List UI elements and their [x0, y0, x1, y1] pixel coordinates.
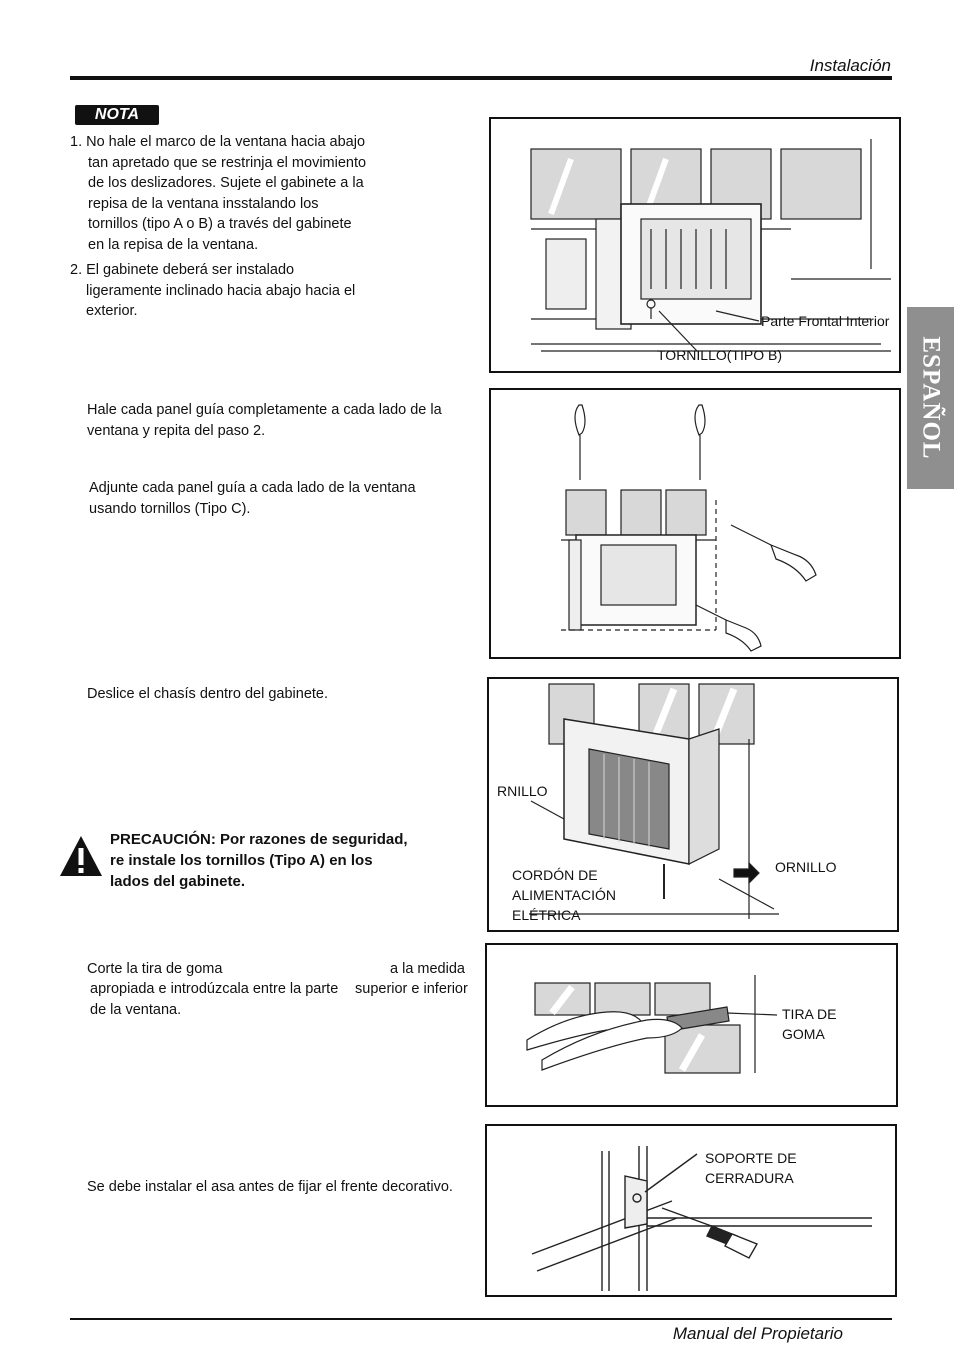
label-screw-b: TORNILLO(TIPO B)	[657, 347, 782, 363]
step-line: ventana y repita del paso 2.	[87, 422, 266, 439]
nota-badge: NOTA	[75, 105, 159, 125]
caution-text	[110, 829, 408, 892]
step-line: usando tornillos (Tipo C).	[89, 500, 251, 517]
footer-rule	[70, 1318, 892, 1320]
figure-cabinet-screw	[489, 117, 901, 373]
label-lock-bracket	[705, 1148, 797, 1188]
warning-icon	[58, 834, 104, 880]
language-tab-label: ESPAÑOL	[917, 336, 945, 460]
label-rubber-strip	[782, 1004, 836, 1044]
nota-line: 2. El gabinete deberá ser instalado	[70, 262, 295, 278]
rubber-line-2b: superior e inferior	[355, 981, 468, 997]
label-power-cord	[512, 865, 616, 925]
nota-item-2	[70, 260, 355, 322]
section-title: Instalación	[809, 56, 891, 75]
step-attach-panel	[89, 478, 416, 519]
label-screw-right: ORNILLO	[775, 859, 837, 875]
rubber-label-line: GOMA	[782, 1026, 825, 1042]
step-line: Adjunte cada panel guía a cada lado de la ventana	[89, 480, 416, 496]
nota-line: exterior.	[86, 303, 138, 319]
figure-lock-bracket	[485, 1124, 897, 1297]
rubber-line-2a: apropiada e introdúzcala entre la parte	[90, 981, 339, 997]
step-guide-panel	[87, 400, 442, 441]
nota-line: tornillos (tipo A o B) a través del gabinete	[88, 216, 352, 232]
guide-panels-illustration	[491, 390, 901, 659]
caution-line: PRECAUCIÓN: Por razones de seguridad,	[110, 831, 408, 848]
nota-line: de los deslizadores. Sujete el gabinete a la	[88, 175, 364, 191]
nota-item-1	[70, 132, 366, 255]
cord-line: CORDÓN DE	[512, 867, 598, 883]
rubber-line-1a: Corte la tira de goma	[87, 961, 223, 977]
figure-chassis	[487, 677, 899, 932]
step-slide-chassis: Deslice el chasís dentro del gabinete.	[87, 686, 329, 702]
label-screw-left: RNILLO	[497, 783, 548, 799]
cabinet-illustration	[491, 119, 901, 373]
label-front-interior: Parte Frontal Interior	[761, 313, 890, 329]
figure-guide-panels	[489, 388, 901, 659]
rubber-line-3: de la ventana.	[90, 1002, 182, 1018]
cord-line: ELÉTRICA	[512, 907, 581, 923]
rubber-label-line: TIRA DE	[782, 1006, 837, 1022]
rubber-line-1b: a la medida	[390, 961, 465, 977]
header-rule	[70, 76, 892, 80]
bracket-label-line: CERRADURA	[705, 1170, 794, 1186]
step-handle: Se debe instalar el asa antes de fijar el frente decorativo.	[87, 1179, 453, 1195]
cord-line: ALIMENTACIÓN	[512, 887, 616, 903]
nota-line: 1. No hale el marco de la ventana hacia abajo	[70, 134, 366, 150]
nota-line: tan apretado que se restrinja el movimiento	[88, 154, 367, 171]
step-line: Hale cada panel guía completamente a cada lado de la	[87, 402, 442, 418]
caution-line: lados del gabinete.	[110, 873, 246, 890]
language-tab	[907, 307, 954, 489]
nota-line: ligeramente inclinado hacia abajo hacia el	[86, 282, 356, 299]
nota-line: en la repisa de la ventana.	[88, 236, 259, 253]
caution-line: re instale los tornillos (Tipo A) en los	[110, 852, 373, 869]
bracket-label-line: SOPORTE DE	[705, 1150, 797, 1166]
footer-manual-title: Manual del Propietario	[672, 1324, 843, 1343]
figure-rubber-strip	[485, 943, 898, 1107]
nota-line: repisa de la ventana insstalando los	[88, 195, 319, 212]
lock-bracket-illustration	[487, 1126, 897, 1297]
